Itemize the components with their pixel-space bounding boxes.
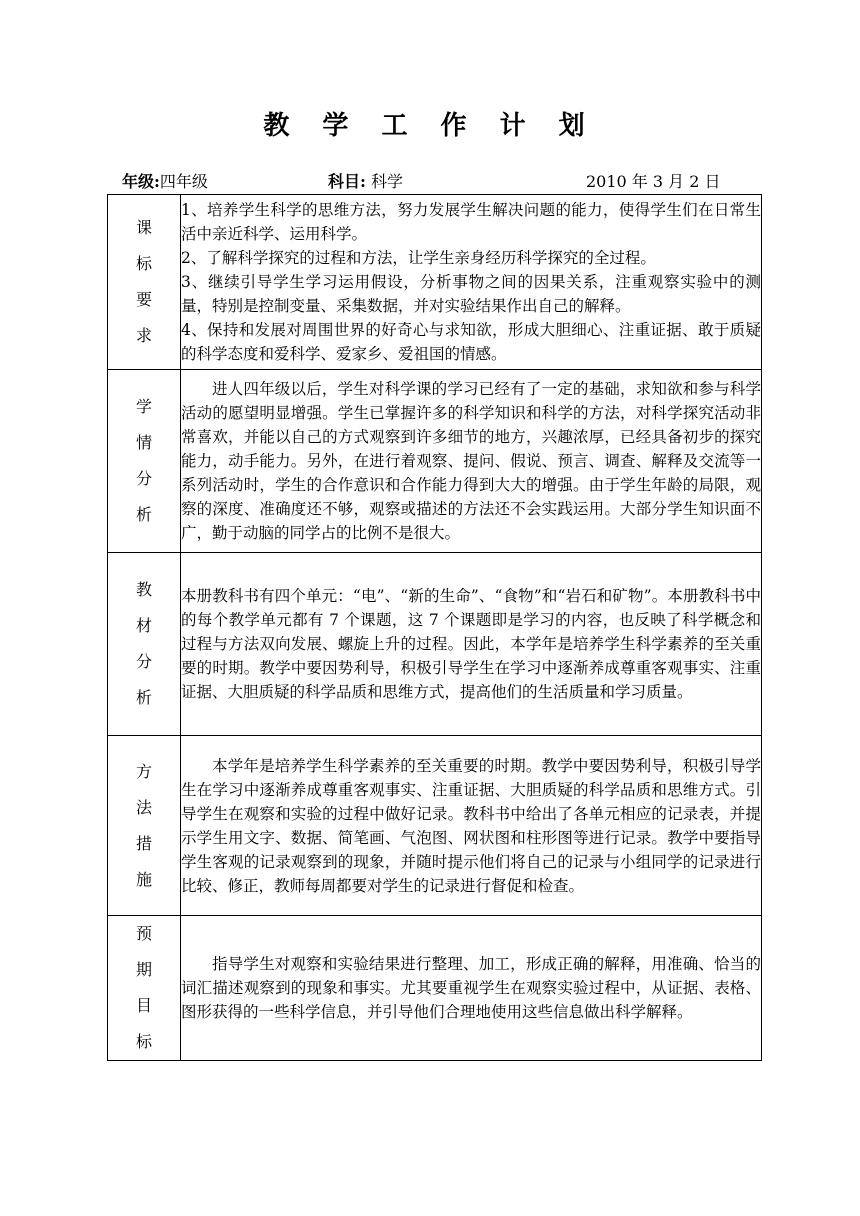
paragraph: 4、保持和发展对周围世界的好奇心与求知欲，形成大胆细心、注重证据、敢于质疑的科学态度和爱科学、爱家乡、爱祖国的情感。 <box>181 321 761 363</box>
label-char: 目 <box>135 996 152 1015</box>
label-char: 法 <box>135 797 152 817</box>
section-content-goals <box>181 916 762 1061</box>
label-char: 期 <box>135 960 152 979</box>
section-row-curriculum <box>108 195 762 370</box>
label-char: 标 <box>135 254 152 273</box>
paragraph: 3、继续引导学生学习运用假设，分析事物之间的因果关系，注重观察实验中的测量，特别是控制变量、采集数据，并对实验结果作出自己的解释。 <box>181 273 761 315</box>
plan-date: 2010 年 3 月 2 日 <box>586 172 721 191</box>
section-row-methods <box>108 736 762 916</box>
paragraph: 2、了解科学探究的过程和方法，让学生亲身经历科学探究的全过程。 <box>181 249 656 267</box>
section-label-methods <box>108 736 181 916</box>
label-char: 标 <box>135 1032 152 1051</box>
label-char: 分 <box>135 469 152 488</box>
page-title: 教 学 工 作 计 划 <box>263 111 597 141</box>
subject-field <box>328 170 403 194</box>
label-char: 材 <box>135 616 152 635</box>
paragraph: 本学年是培养学生科学素养的至关重要的时期。教学中要因势利导，积极引导学生在学习中逐渐养成尊重客观事实、注重证据、大胆质疑的科学品质和思维方式。引导学生在观察和实验的过程中做好记录。教科书中给出了各单元相应的记录表，并提示学生用文字、数据、简笔画、气泡图、网状图和柱形图等进行记录。教学中要指导学生客观的记录观察到的现象，并随时提示他们将自己的记录与小组同学的记录进行比较、修正，教师每周都要对学生的记录进行督促和检查。 <box>181 756 761 895</box>
section-content-student-analysis <box>181 370 762 553</box>
paragraph: 本册教科书有四个单元：“电”、“新的生命”、“食物”和“岩石和矿物”。本册教科书中的每个教学单元都有 7 个课题，这 7 个课题即是学习的内容，也反映了科学概念和过程与方法双向发展、螺旋上升的过程。因此，本学年是培养学生科学素养的至关重要的时期。教学中要因势利导，积极引导学生在学习中逐渐养成尊重客观事实、注重证据、大胆质疑的科学品质和思维方式，提高他们的生活质量和学习质量。 <box>181 587 761 701</box>
section-row-goals <box>108 916 762 1061</box>
paragraph: 1、培养学生科学的思维方法，努力发展学生解决问题的能力，使得学生们在日常生活中亲近科学、运用科学。 <box>181 201 761 243</box>
label-char: 施 <box>135 869 152 889</box>
section-label-curriculum <box>108 195 181 370</box>
label-char: 分 <box>135 652 152 671</box>
label-char: 析 <box>135 688 152 707</box>
section-row-student-analysis <box>108 370 762 553</box>
grade-label: 年级: <box>122 172 160 191</box>
label-char: 措 <box>135 833 152 853</box>
label-char: 方 <box>135 761 152 781</box>
grade-field <box>122 170 208 194</box>
subject-value: 科学 <box>365 172 404 191</box>
section-row-textbook-analysis <box>108 553 762 736</box>
label-char: 求 <box>135 326 152 345</box>
section-content-methods <box>181 736 762 916</box>
label-char: 预 <box>135 924 152 943</box>
label-char: 课 <box>135 218 152 237</box>
section-label-textbook-analysis <box>108 553 181 736</box>
section-label-goals <box>108 916 181 1061</box>
label-char: 要 <box>135 290 152 309</box>
paragraph: 进人四年级以后，学生对科学课的学习已经有了一定的基础，求知欲和参与科学活动的愿望明显增强。学生已掌握许多的科学知识和科学的方法，对科学探究活动非常喜欢，并能以自己的方式观察到许多细节的地方，兴趣浓厚，已经具备初步的探究能力，动手能力。另外，在进行着观察、提问、假说、预言、调查、解释及交流等一系列活动时，学生的合作意识和合作能力得到大大的增强。由于学生年龄的局限，观察的深度、准确度还不够，观察或描述的方法还不会实践运用。大部分学生知识面不广，勤于动脑的同学占的比例不是很大。 <box>181 380 761 542</box>
section-content-textbook-analysis <box>181 553 762 736</box>
label-char: 析 <box>135 505 152 524</box>
label-char: 学 <box>135 397 152 416</box>
grade-value: 四年级 <box>159 172 208 191</box>
label-char: 情 <box>135 433 152 452</box>
section-content-curriculum <box>181 195 762 370</box>
label-char: 教 <box>135 580 152 599</box>
section-label-student-analysis <box>108 370 181 553</box>
subject-label: 科目: <box>328 172 366 191</box>
paragraph: 指导学生对观察和实验结果进行整理、加工，形成正确的解释，用准确、恰当的词汇描述观察到的现象和事实。尤其要重视学生在观察实验过程中，从证据、表格、图形获得的一些科学信息，并引导他们合理地使用这些信息做出科学解释。 <box>181 955 761 1021</box>
plan-table <box>107 194 762 1061</box>
